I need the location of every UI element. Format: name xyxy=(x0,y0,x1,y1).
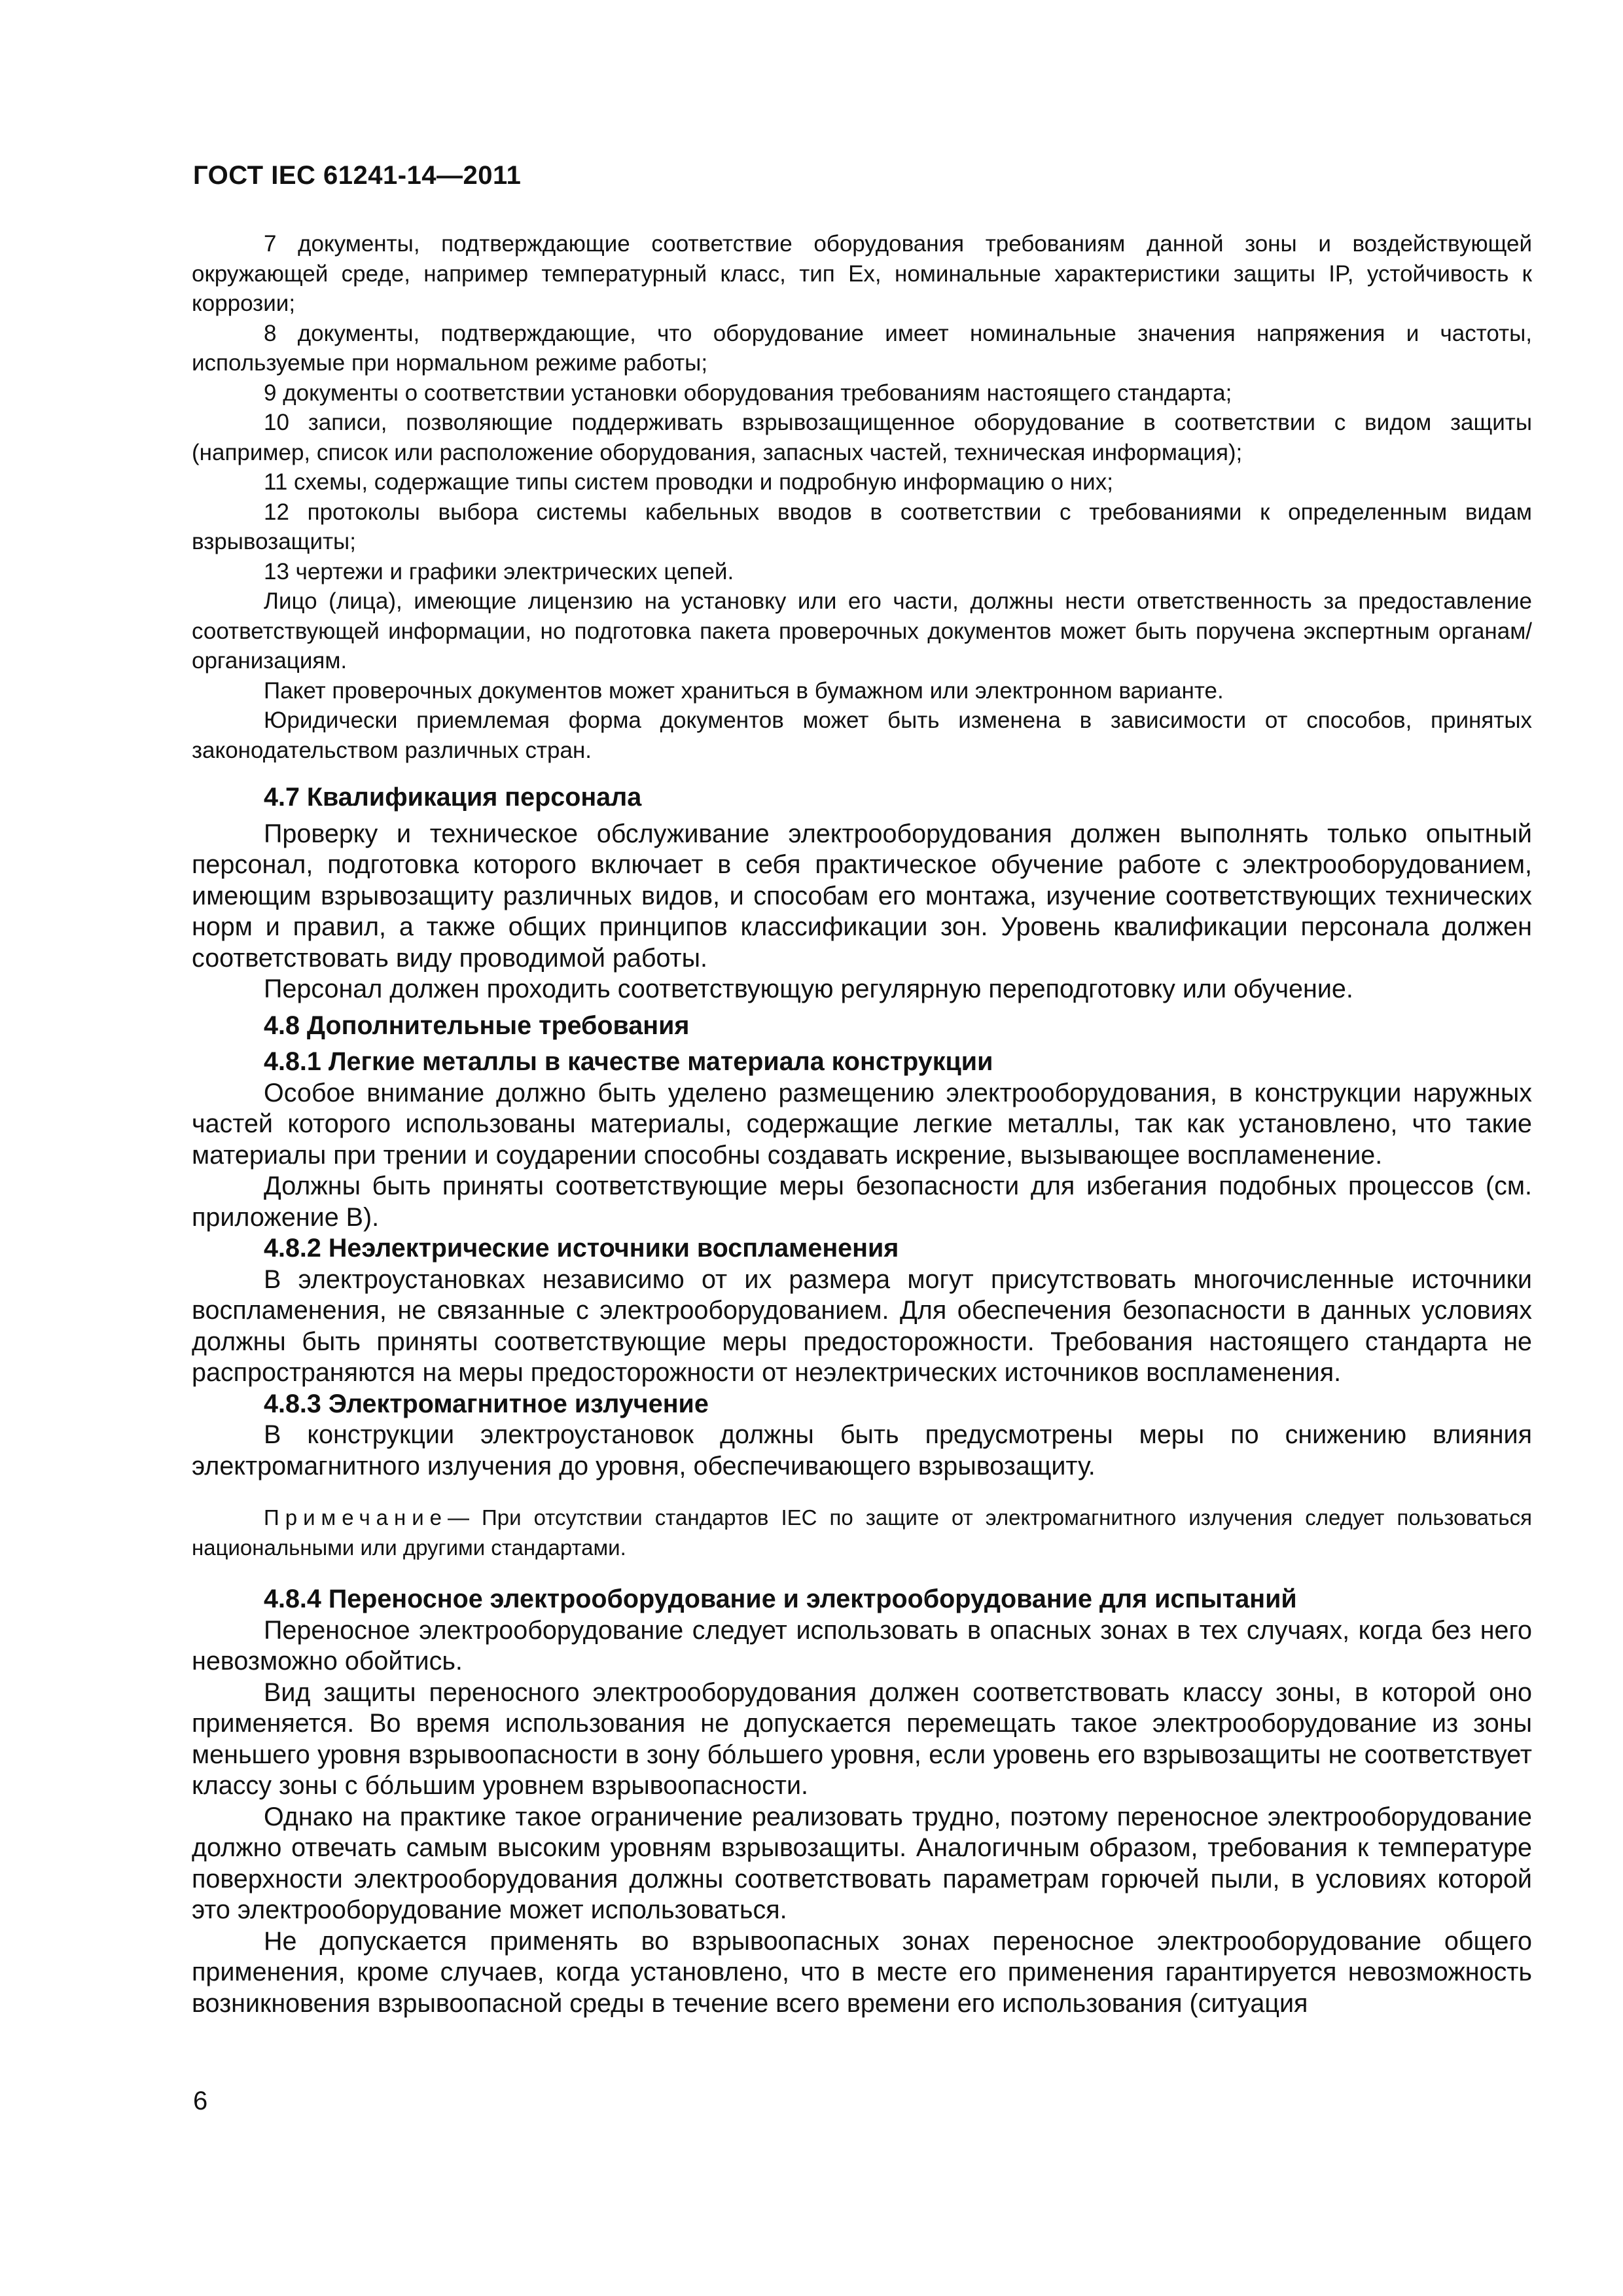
paragraph: В электроустановках независимо от их размера могут присутствовать многочисленные источники воспламенения, не связанные с электрооборудованием. Для обеспечения безопасности в данных условиях должны быть приняты соответствующие меры предосторожности. Требования настоящего стандарта не распространяются на меры предосторожности от неэлектрических источников воспламенения. xyxy=(192,1265,1532,1387)
list-item: 11 схемы, содержащие типы систем проводки и подробную информацию о них; xyxy=(264,469,1113,495)
note-text: — При отсутствии стандартов IEC по защите от электромагнитного излучения следует пользоваться национальными или другими стандартами. xyxy=(192,1505,1532,1560)
paragraph: Лицо (лица), имеющие лицензию на установку или его части, должны нести ответственность за предоставление соответствующей информации, но подготовка пакета проверочных документов может быть поручена экспертным органам/организациям. xyxy=(192,588,1532,673)
section-heading-4-8-3: 4.8.3 Электромагнитное излучение xyxy=(264,1389,709,1418)
paragraph: Переносное электрооборудование следует использовать в опасных зонах в тех случаях, когда без него невозможно обойтись. xyxy=(192,1615,1532,1676)
documents-list-section xyxy=(192,229,1532,765)
section-heading-4-7: 4.7 Квалификация персонала xyxy=(264,783,642,812)
paragraph: Должны быть приняты соответствующие меры безопасности для избегания подобных процессов (см. приложение В). xyxy=(192,1172,1532,1232)
paragraph: Проверку и техническое обслуживание электрооборудования должен выполнять только опытный персонал, подготовка которого включает в себя практическое обучение работе с электрооборудованием, имеющим взрывозащиту различных видов, и способам его монтажа, изучение соответствующих технических норм и правил, а также общих принципов классификации зон. Уровень квалификации персонала должен соответствовать виду проводимой работы. xyxy=(192,819,1532,973)
paragraph: Пакет проверочных документов может храниться в бумажном или электронном варианте. xyxy=(264,677,1224,704)
section-heading-4-8: 4.8 Дополнительные требования xyxy=(264,1011,690,1040)
paragraph: Вид защиты переносного электрооборудования должен соответствовать классу зоны, в которой оно применяется. Во время использования не допускается перемещать такое электрооборудование из зоны меньшего уровня взрывоопасности в зону бóльшего уровня, если уровень его взрывозащиты не соответствует классу зоны с бóльшим уровнем взрывоопасности. xyxy=(192,1677,1532,1800)
list-item: 9 документы о соответствии установки оборудования требованиям настоящего стандарта; xyxy=(264,380,1232,406)
section-heading-4-8-4: 4.8.4 Переносное электрооборудование и электрооборудование для испытаний xyxy=(264,1585,1297,1613)
document-header-id: ГОСТ IEC 61241-14—2011 xyxy=(193,161,522,190)
paragraph: Юридически приемлемая форма документов может быть изменена в зависимости от способов, принятых законодательством различных стран. xyxy=(192,708,1532,763)
list-item: 7 документы, подтверждающие соответствие оборудования требованиям данной зоны и воздействующей окружающей среде, например температурный класс, тип Ex, номинальные характеристики защиты IP, устойчивость к коррозии; xyxy=(192,231,1532,316)
paragraph: Не допускается применять во взрывоопасных зонах переносное электрооборудование общего применения, кроме случаев, когда установлено, что в месте его применения гарантируется невозможность возникновения взрывоопасной среды в течение всего времени его использования (ситуация xyxy=(192,1926,1532,2018)
paragraph: Особое внимание должно быть уделено размещению электрооборудования, в конструкции наружных частей которого использованы материалы, содержащие легкие металлы, так как установлено, что такие материалы при трении и соударении способны создавать искрение, вызывающее воспламенение. xyxy=(192,1078,1532,1170)
list-item: 13 чертежи и графики электрических цепей. xyxy=(264,558,734,584)
list-item: 8 документы, подтверждающие, что оборудование имеет номинальные значения напряжения и частоты, используемые при нормальном режиме работы; xyxy=(192,320,1532,376)
main-text-section xyxy=(192,782,1532,2019)
note xyxy=(192,1503,1532,1563)
list-item: 10 записи, позволяющие поддерживать взрывозащищенное оборудование в соответствии с видом защиты (например, список или расположение оборудования, запасных частей, техническая информация); xyxy=(192,410,1532,465)
list-item: 12 протоколы выбора системы кабельных вводов в соответствии с требованиями к определенным видам взрывозащиты; xyxy=(192,499,1532,554)
section-heading-4-8-1: 4.8.1 Легкие металлы в качестве материала конструкции xyxy=(264,1047,993,1076)
paragraph: Персонал должен проходить соответствующую регулярную переподготовку или обучение. xyxy=(264,975,1353,1003)
note-label: Примечание xyxy=(264,1505,448,1530)
paragraph: Однако на практике такое ограничение реализовать трудно, поэтому переносное электрооборудование должно отвечать самым высоким уровням взрывозащиты. Аналогичным образом, требования к температуре поверхности электрооборудования должны соответствовать параметрам горючей пыли, в условиях которой это электрооборудование может использоваться. xyxy=(192,1802,1532,1924)
page-number: 6 xyxy=(193,2087,208,2115)
section-heading-4-8-2: 4.8.2 Неэлектрические источники воспламенения xyxy=(264,1234,899,1263)
paragraph: В конструкции электроустановок должны быть предусмотрены меры по снижению влияния электромагнитного излучения до уровня, обеспечивающего взрывозащиту. xyxy=(192,1420,1532,1480)
